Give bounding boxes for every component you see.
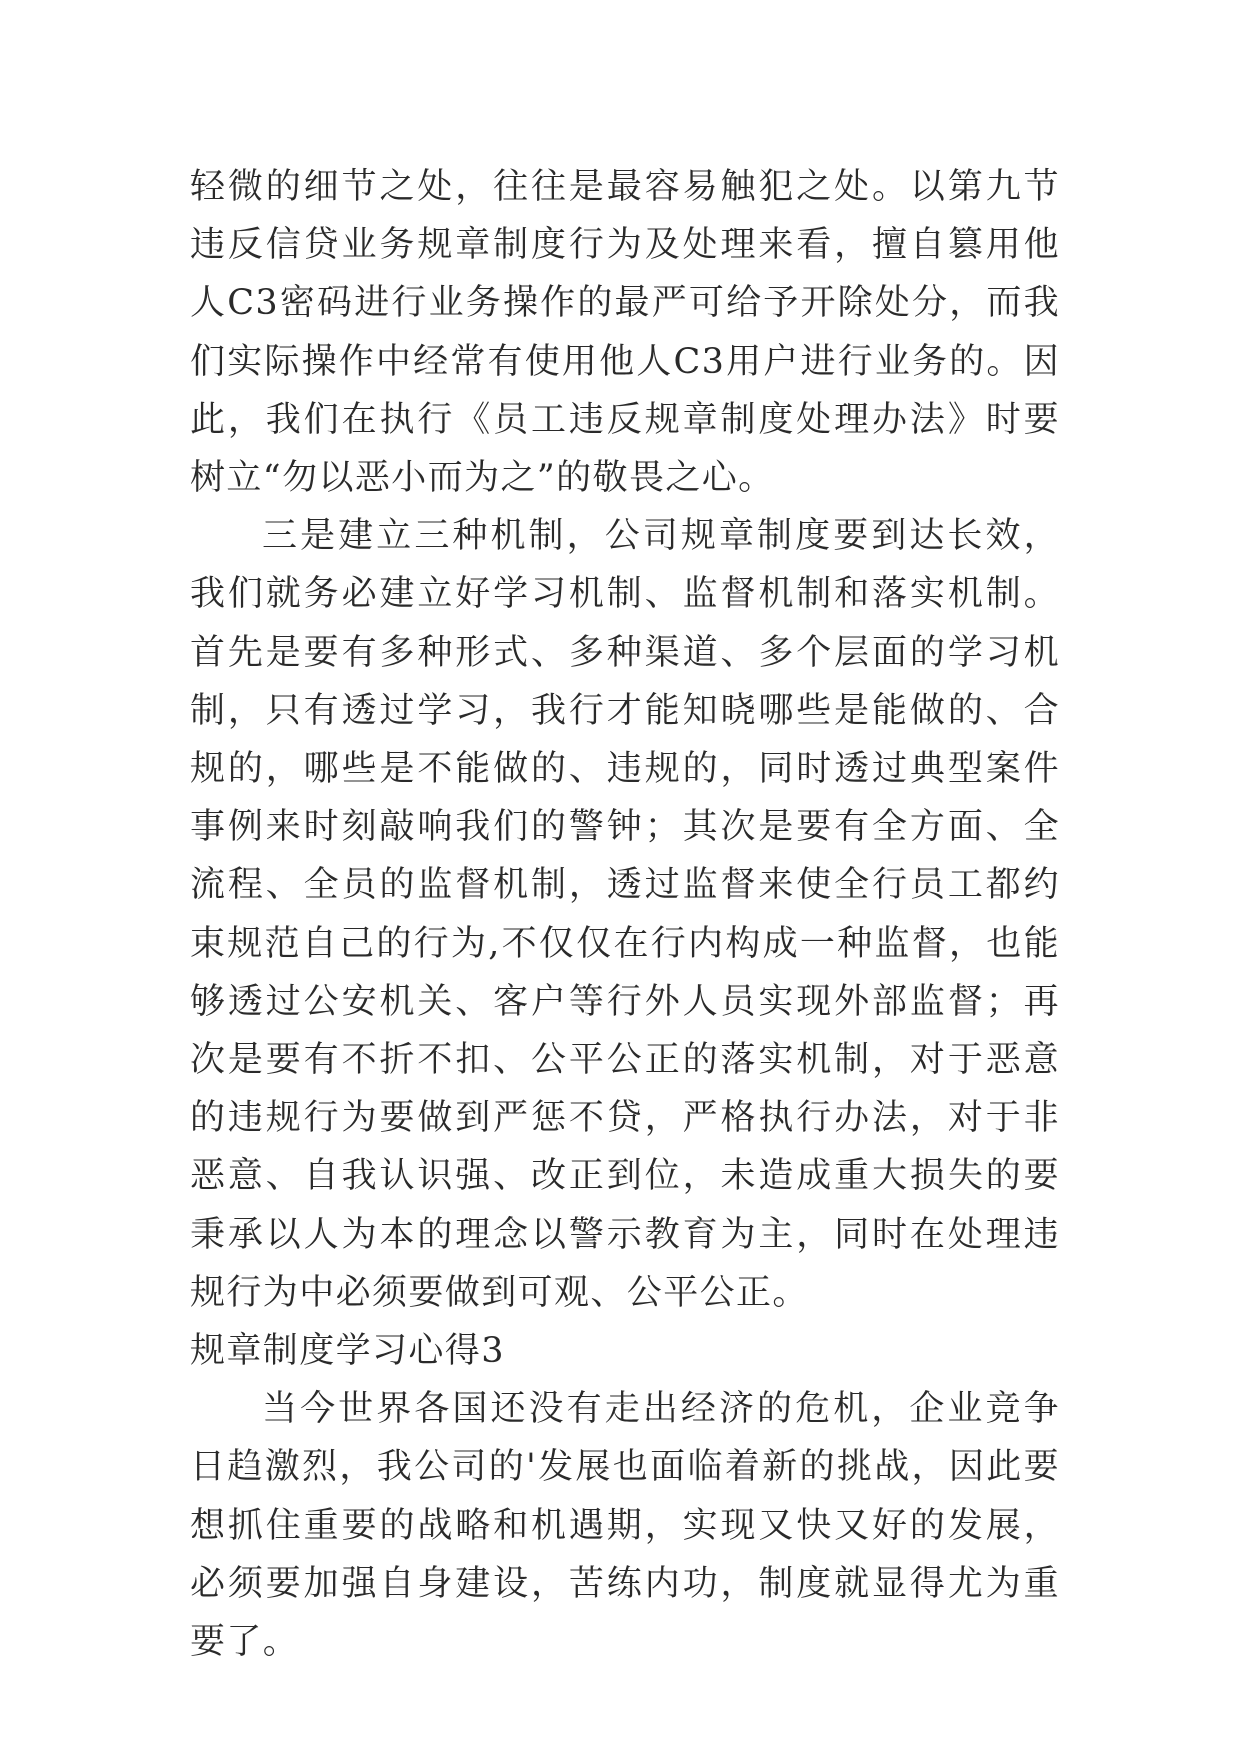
paragraph-continuation: 轻微的细节之处，往往是最容易触犯之处。以第九节违反信贷业务规章制度行为及处理来看，擅自篡用他人C3密码进行业务操作的最严可给予开除处分，而我们实际操作中经常有使用他人C3用户进行业务的。因此，我们在执行《员工违反规章制度处理办法》时要树立“勿以恶小而为之”的敬畏之心。: [190, 167, 1060, 499]
document-body: [190, 158, 1060, 1671]
paragraph-intro-section-3: 当今世界各国还没有走出经济的危机，企业竞争日趋激烈，我公司的'发展也面临着新的挑战，因此要想抓住重要的战略和机遇期，实现又快又好的发展，必须要加强自身建设，苦练内功，制度就显得尤为重要了。: [190, 1389, 1060, 1663]
paragraph-three-mechanisms: 三是建立三种机制，公司规章制度要到达长效，我们就务必建立好学习机制、监督机制和落实机制。首先是要有多种形式、多种渠道、多个层面的学习机制，只有透过学习，我行才能知晓哪些是能做的、合规的，哪些是不能做的、违规的，同时透过典型案件事例来时刻敲响我们的警钟；其次是要有全方面、全流程、全员的监督机制，透过监督来使全行员工都约束规范自己的行为,不仅仅在行内构成一种监督，也能够透过公安机关、客户等行外人员实现外部监督；再次是要有不折不扣、公平公正的落实机制，对于恶意的违规行为要做到严惩不贷，严格执行办法，对于非恶意、自我认识强、改正到位，未造成重大损失的要秉承以人为本的理念以警示教育为主，同时在处理违规行为中必须要做到可观、公平公正。: [190, 516, 1060, 1313]
section-heading: 规章制度学习心得3: [190, 1331, 505, 1372]
